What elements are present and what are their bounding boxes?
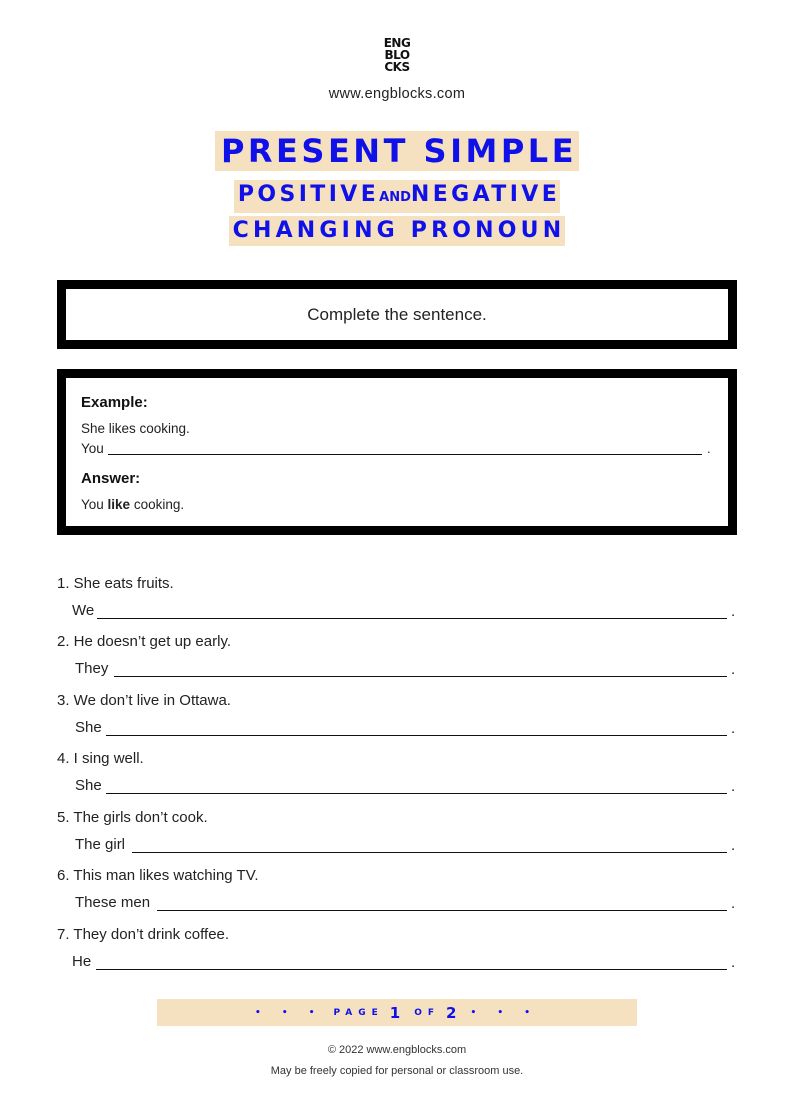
period-7: . [731,954,736,971]
period-2: . [731,661,736,678]
title-line-1 [0,131,794,171]
prompt-2: They [75,660,109,677]
site-url[interactable]: www.engblocks.com [328,86,466,102]
answer-line-3[interactable] [106,735,727,736]
copy-permission-note: May be freely copied for personal or classroom use. [270,1065,524,1077]
answer-sentence [81,497,184,512]
prompt-4: She [75,777,102,794]
answer-line-5[interactable] [132,852,727,853]
title-line-3 [0,216,794,246]
answer-post: cooking. [133,497,185,512]
answer-bold: like [107,497,131,512]
prompt-3: She [75,719,102,736]
copyright-notice: © 2022 www.engblocks.com [327,1044,467,1056]
prompt-7: He [72,953,92,970]
question-2: 2. He doesn’t get up early. [57,633,231,650]
page-total: 2 [446,1003,457,1022]
of-word: OF [414,1007,441,1018]
question-1: 1. She eats fruits. [57,575,174,592]
example-answer-line [108,454,702,455]
period-1: . [731,603,736,620]
answer-line-1[interactable] [97,618,727,619]
instruction-box [57,280,737,349]
answer-line-6[interactable] [157,910,727,911]
prompt-1: We [72,602,95,619]
answer-line-2[interactable] [114,676,727,677]
logo-line-3: CKS [384,60,410,74]
page-dots-right: • • • [470,1007,540,1018]
logo-line-2: BLO [384,48,410,62]
question-6: 6. This man likes watching TV. [57,867,259,884]
prompt-6: These men [75,894,151,911]
subtitle-positive: POSITIVE [237,182,380,207]
engblocks-logo [0,37,794,73]
page-word: PAGE [333,1007,384,1018]
answer-line-4[interactable] [106,793,727,794]
answer-pre: You [81,497,104,512]
answer-heading: Answer: [81,470,141,487]
example-heading: Example: [81,394,148,411]
instruction-text: Complete the sentence. [307,304,487,324]
period-4: . [731,778,736,795]
period-6: . [731,895,736,912]
example-period: . [707,441,711,456]
subtitle-positive-negative [234,180,560,213]
question-5: 5. The girls don’t cook. [57,809,208,826]
example-sentence: She likes cooking. [81,421,190,436]
subtitle-and: AND [379,190,411,205]
example-prompt: You [81,441,104,456]
title-line-2 [0,180,794,213]
question-7: 7. They don’t drink coffee. [57,926,230,943]
worksheet-title: PRESENT SIMPLE [215,131,579,171]
period-5: . [731,837,736,854]
question-4: 4. I sing well. [57,750,144,767]
question-3: 3. We don’t live in Ottawa. [57,692,231,709]
page-indicator [157,999,637,1026]
page-current: 1 [389,1003,401,1022]
answer-line-7[interactable] [96,969,727,970]
example-box [57,369,737,535]
subtitle-changing-pronoun: CHANGING PRONOUN [229,216,566,246]
prompt-5: The girl [75,836,126,853]
logo-line-1: ENG [383,36,411,50]
period-3: . [731,720,736,737]
subtitle-negative: NEGATIVE [410,182,561,207]
page-dots-left: • • • [254,1007,324,1018]
